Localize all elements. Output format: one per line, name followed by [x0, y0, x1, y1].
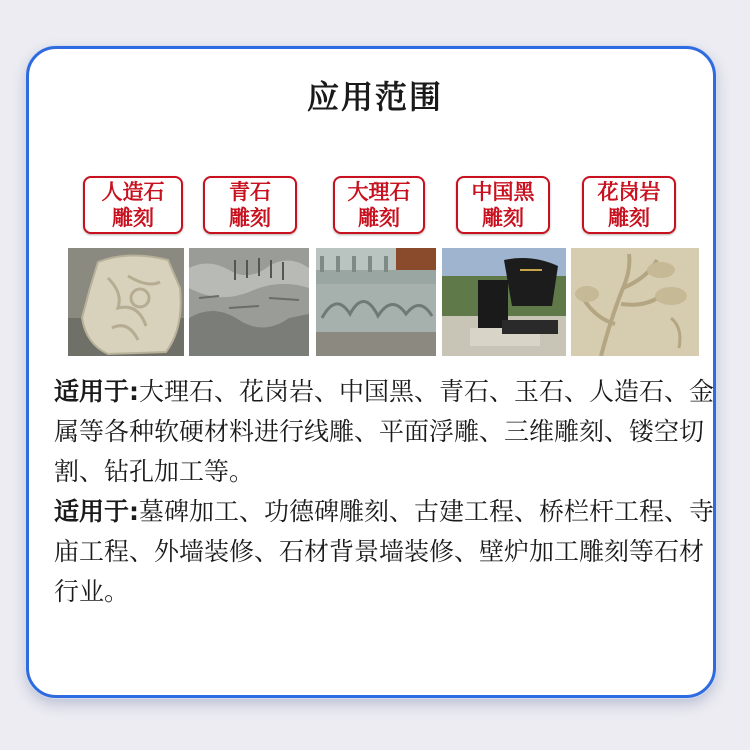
- badge-granite: [582, 176, 676, 234]
- paragraph-text: 墓碑加工、功德碑雕刻、古建工程、桥栏杆工程、寺庙工程、外墙装修、石材背景墙装修、壁炉加工雕刻等石材行业。: [54, 497, 715, 606]
- application-paragraph: [54, 492, 722, 612]
- artificial-stone-photo: [68, 248, 184, 356]
- china-black-photo: [442, 248, 566, 356]
- paragraph-lead: 适用于:: [54, 497, 139, 526]
- bluestone-photo: [189, 248, 309, 356]
- badge-process-label: 雕刻: [112, 205, 154, 230]
- badge-process-label: 雕刻: [358, 205, 400, 230]
- marble-photo: [316, 248, 436, 356]
- badge-bluestone: [203, 176, 297, 234]
- paragraph-lead: 适用于:: [54, 377, 139, 406]
- paragraph-text: 大理石、花岗岩、中国黑、青石、玉石、人造石、金属等各种软硬材料进行线雕、平面浮雕、三维雕刻、镂空切割、钻孔加工等。: [54, 377, 715, 486]
- application-paragraph: [54, 372, 722, 492]
- badge-material-label: 人造石: [101, 179, 165, 204]
- badge-marble: [333, 176, 425, 234]
- badge-process-label: 雕刻: [608, 205, 650, 230]
- badge-material-label: 中国黑: [471, 179, 535, 204]
- badge-process-label: 雕刻: [482, 205, 524, 230]
- badge-material-label: 花岗岩: [597, 179, 661, 204]
- badge-china-black: [456, 176, 550, 234]
- badge-material-label: 青石: [229, 179, 271, 204]
- badge-artificial-stone: [83, 176, 183, 234]
- badge-process-label: 雕刻: [229, 205, 271, 230]
- granite-photo: [571, 248, 699, 356]
- badge-material-label: 大理石: [347, 179, 411, 204]
- page-title: 应用范围: [306, 78, 443, 116]
